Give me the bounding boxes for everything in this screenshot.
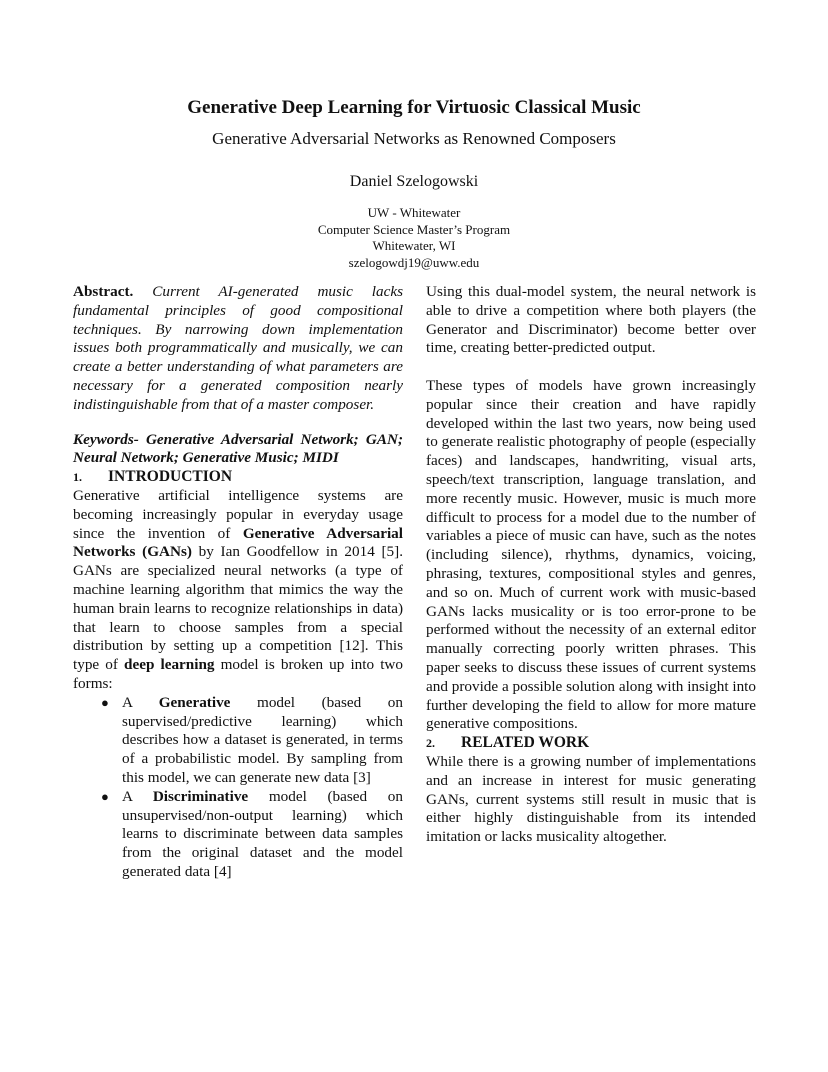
- author-affiliation: [0, 205, 828, 271]
- abstract: [73, 283, 403, 415]
- bold-term: Generative: [158, 693, 231, 711]
- body-paragraph: Using this dual-model system, the neural network is able to drive a competition where both players (the Generator and Discriminator) become better over time, creating better-predicted output.: [426, 283, 756, 357]
- related-paragraph: While there is a growing number of implementations and an increase in interest for music generating GANs, current systems still result in music that is either highly distinguishable from its intended imitation or lacks musicality altogether.: [426, 752, 756, 846]
- text-run: A: [122, 787, 153, 805]
- affiliation-program: Computer Science Master’s Program: [317, 221, 511, 237]
- paper-subtitle: Generative Adversarial Networks as Renowned Composers: [212, 129, 616, 148]
- model-types-list: [73, 694, 403, 882]
- section-number: 1.: [73, 470, 82, 485]
- bold-term: deep learning: [124, 656, 215, 674]
- author-email: szelogowdj19@uww.edu: [348, 254, 480, 270]
- bullet-icon: ●: [101, 788, 109, 804]
- abstract-label: Abstract.: [73, 283, 134, 300]
- left-column: [73, 283, 403, 882]
- section-title: INTRODUCTION: [108, 468, 233, 486]
- text-run: Generative artificial intelligence systems are becoming increasingly popular in everyday usage since the invention of: [73, 486, 403, 542]
- text-run: A: [122, 693, 159, 711]
- keywords: Keywords- Generative Adversarial Network; GAN; Neural Network; Generative Music; MIDI: [73, 430, 403, 467]
- affiliation-location: Whitewater, WI: [372, 238, 456, 253]
- bold-term: Discriminative: [152, 787, 249, 805]
- right-column: [426, 283, 756, 847]
- section-number: 2.: [426, 736, 435, 751]
- body-paragraph: These types of models have grown increasingly popular since their creation and have rapidly developed within the last two years, now being used to generate realistic photography of people (especially faces) and landscapes, handwriting, visual arts, speech/text transcription, language translation, and more recently music. However, music is much more difficult to process for a model due to the number of variables a piece of music can have, such as the notes (including silence), rhythms, dynamics, voicing, phrasing, textures, compositional styles and genres, and so on. Much of current work with music-based GANs lacks musicality or is too error-prone to be performed without the necessity of an external editor manually correcting poorly written phrases. This paper seeks to discuss these issues of current systems and provide a possible solution along with insight into further developing the field to allow for more mature generative compositions.: [426, 376, 756, 733]
- text-run: model is broken up into two forms:: [73, 656, 403, 692]
- section-heading-related-work: [426, 734, 756, 753]
- bullet-icon: ●: [101, 694, 109, 710]
- intro-paragraph: [73, 487, 403, 694]
- text-run: model (based on supervised/predictive learning) which describes how a dataset is generated, in terms of a probabilistic model. By sampling from this model, we can generate new data [3]: [122, 693, 403, 786]
- author-name: Daniel Szelogowski: [349, 173, 479, 190]
- text-run: by Ian Goodfellow in 2014 [5]. GANs are specialized neural networks (a type of machine learning algorithm that mimics the way the human brain learns to recognize relationships in data) that learn to choose samples from a special distribution by setting up a competition [12]. This type of: [73, 543, 404, 674]
- abstract-text: Current AI-generated music lacks fundamental principles of good compositional techniques. By narrowing down implementation issues both programmatically and musically, we can create a better understanding of what parameters are necessary for a generated composition nearly indistinguishable from that of a master composer.: [73, 283, 403, 413]
- section-title: RELATED WORK: [461, 734, 590, 752]
- affiliation-institution: UW - Whitewater: [367, 205, 461, 220]
- list-item: [101, 694, 403, 788]
- list-item: [101, 788, 403, 882]
- bold-term: Generative Adversarial Networks (GANs): [73, 524, 403, 561]
- text-run: model (based on unsupervised/non-output learning) which learns to discriminate between data samples from the original dataset and the model generated data [4]: [122, 787, 403, 880]
- paper-title: Generative Deep Learning for Virtuosic Classical Music: [187, 97, 641, 118]
- section-heading-introduction: [73, 468, 403, 487]
